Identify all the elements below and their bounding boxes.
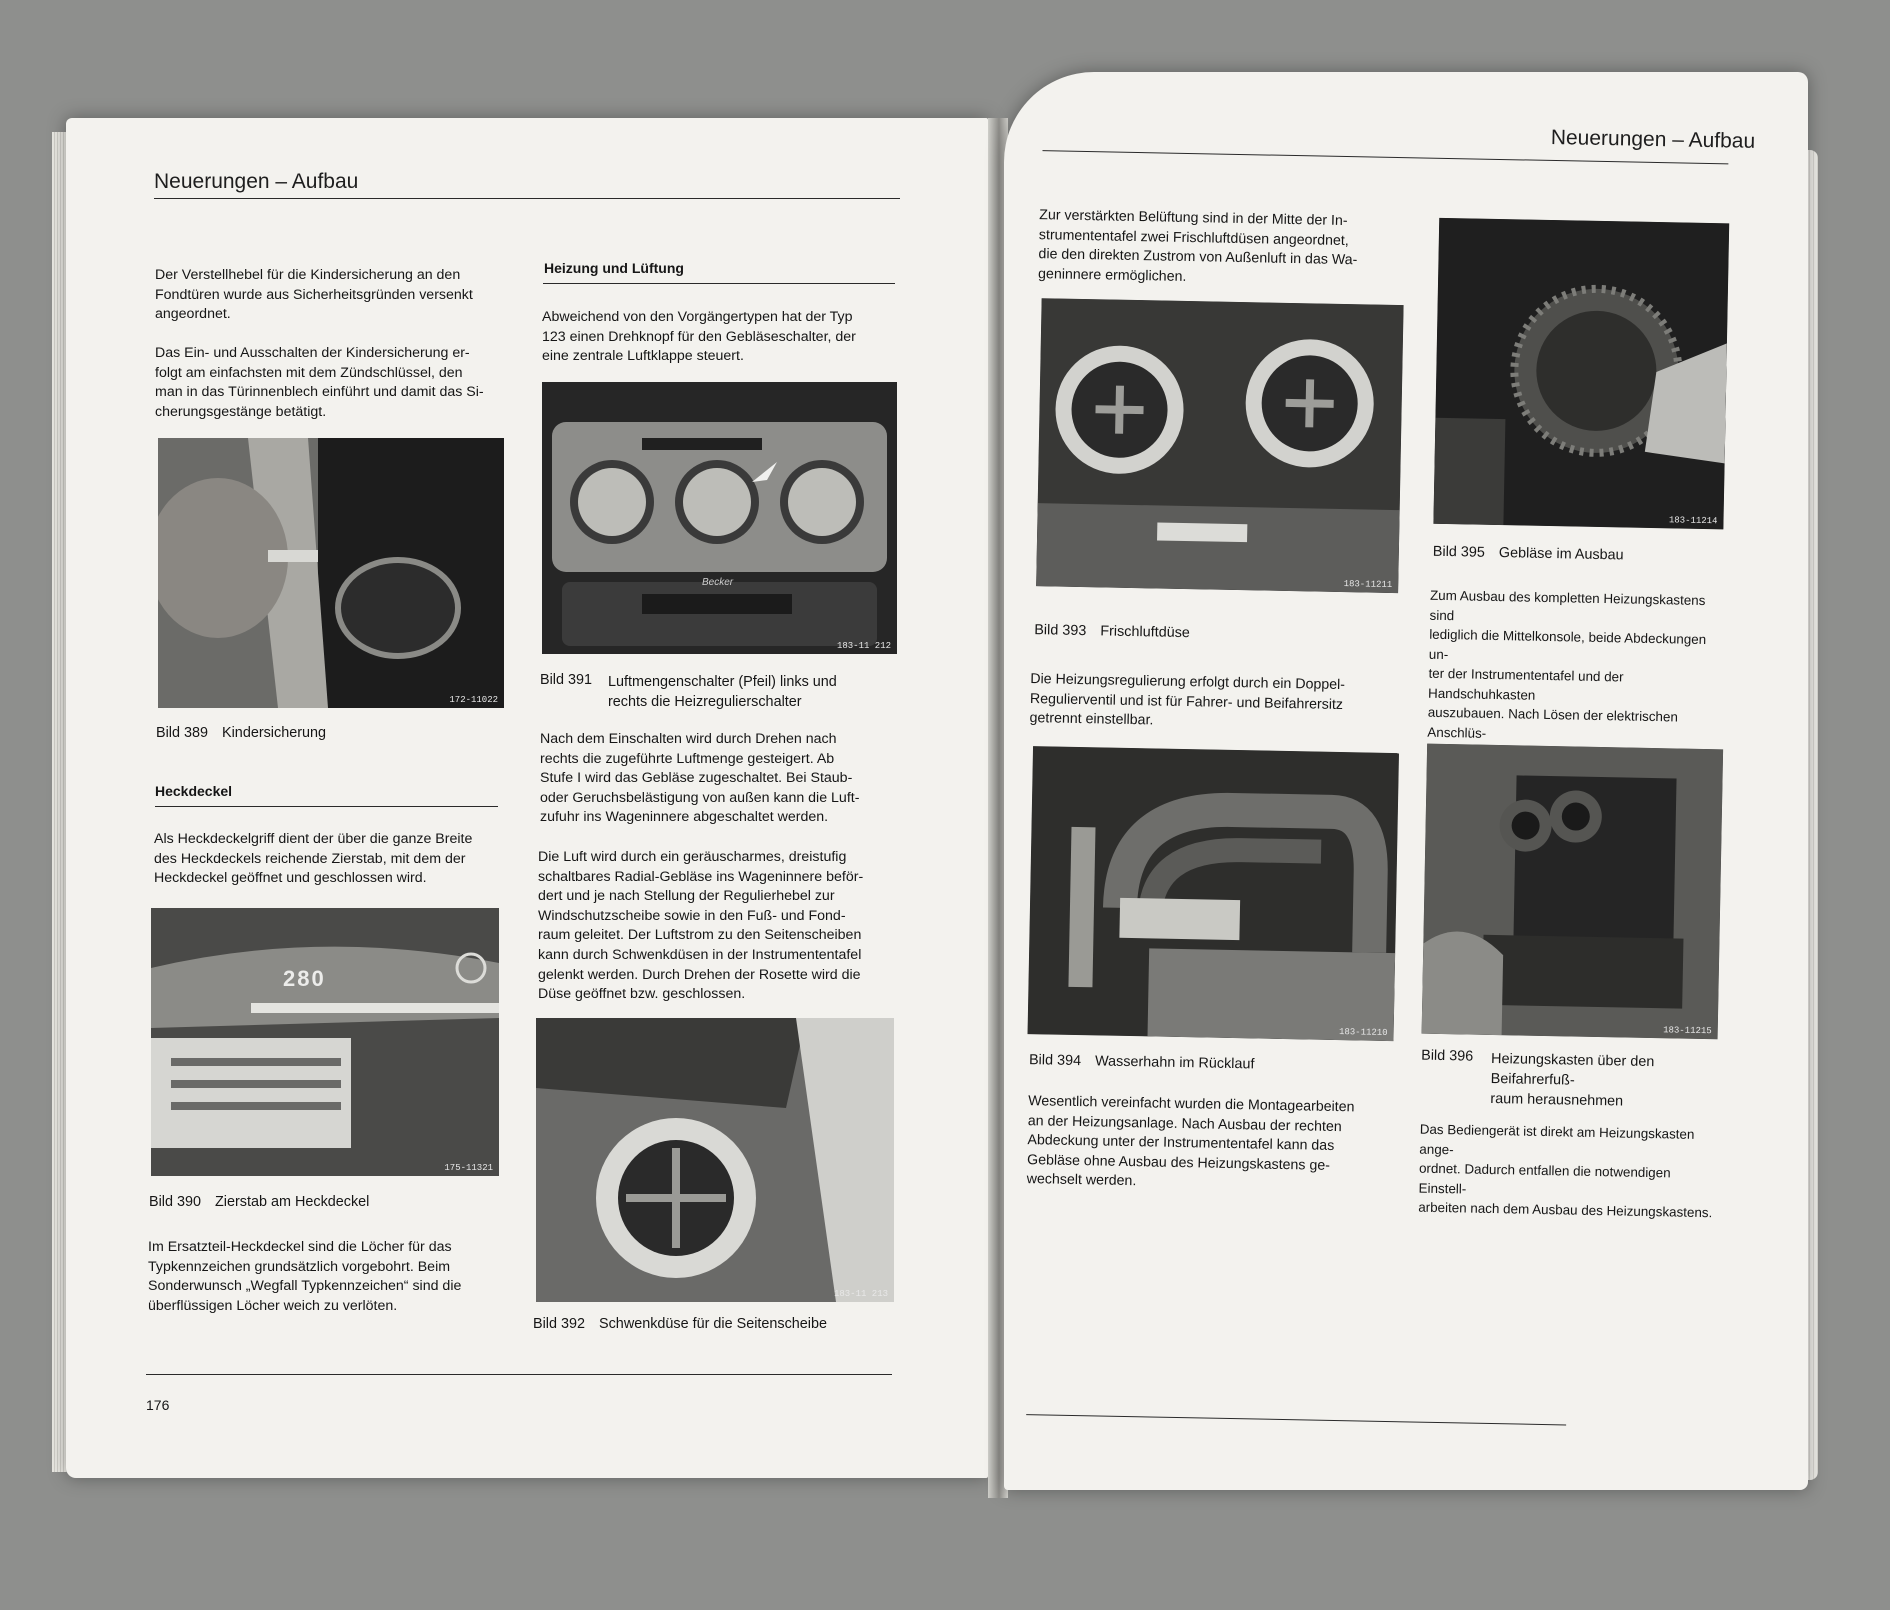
figure-caption: [1029, 1052, 1255, 1072]
figure-number: Bild 396: [1421, 1047, 1474, 1065]
figure-caption: [1421, 1047, 1717, 1110]
figure-title: Gebläse im Ausbau: [1498, 545, 1624, 564]
photo-bild-395: [1433, 218, 1729, 530]
figure-caption: [1433, 544, 1624, 564]
photo-reference: 183-11215: [1663, 1025, 1712, 1037]
paragraph: Die Luft wird durch ein geräuscharmes, dreistufig schaltbares Radial-Gebläse ins Wageninnere beför- dert und je nach Stellung der Regulierhebel zur Windschutzscheibe sowie in den Fuß- und Fond- raum geleitet. Der Luftstrom zu den Seitenscheiben kann durch Schwenkdüsen in der Instrumententafel gelenkt werden. Durch Drehen der Rosette wird die Düse geöffnet bzw. geschlossen.: [538, 849, 864, 1003]
paragraph: Zum Ausbau des kompletten Heizungskastens sind lediglich die Mittelkonsole, beide Abdeckungen un- ter der Instrumententafel und der Handschuhkasten auszubauen. Nach Lösen der elektrischen Anschlüs-: [1427, 587, 1707, 741]
paragraph: Nach dem Einschalten wird durch Drehen nach rechts die zugeführte Luftmenge gesteigert. Ab Stufe I wird das Gebläse zugeschaltet. Bei Staub- oder Geruchsbelästigung von außen kann die Luft- zufuhr ins Wageninnere abgeschaltet werden.: [540, 731, 860, 826]
water-valve-illustration: [1028, 746, 1399, 1041]
photo-reference: 183-11 213: [833, 1289, 888, 1299]
figure-number: Bild 394: [1028, 1052, 1082, 1070]
figure-caption: [1034, 622, 1190, 641]
photo-reference: 183-11210: [1338, 1027, 1388, 1038]
figure-title: Zierstab am Heckdeckel: [215, 1194, 370, 1210]
paragraph: Als Heckdeckelgriff dient der über die ganze Breite des Heckdeckels reichende Zierstab, mit dem der Heckdeckel geöffnet und geschlossen wird.: [154, 831, 473, 887]
photo-reference: 183-11214: [1668, 515, 1718, 527]
figure-number: Bild 395: [1432, 543, 1486, 561]
figure-number: Bild 389: [156, 725, 209, 741]
photo-reference: 172-11022: [449, 695, 498, 705]
paragraph: Zur verstärkten Belüftung sind in der Mitte der In- strumententafel zwei Frischluftdüsen angeordnet, die den direkten Zustrom von Außenluft in das Wa- geninnere ermöglichen.: [1037, 207, 1358, 285]
emblem-280: 280: [283, 966, 326, 991]
figure-title: Schwenkdüse für die Seitenscheibe: [599, 1316, 828, 1332]
paragraph: Der Verstellhebel für die Kindersicherung an den Fondtüren wurde aus Sicherheitsgründen versenkt angeordnet.: [155, 267, 473, 323]
figure-number: Bild 393: [1034, 622, 1087, 640]
right-page-header: Neuerungen – Aufbau: [1550, 125, 1756, 153]
figure-title: Frischluftdüse: [1100, 623, 1191, 642]
fresh-air-vent-illustration: [1036, 298, 1403, 593]
photo-bild-394: [1028, 746, 1399, 1041]
photo-reference: 183-11211: [1343, 579, 1393, 590]
photo-bild-393: [1036, 298, 1403, 593]
radio-brand: Becker: [702, 577, 734, 588]
section-heading-heizung: Heizung und Lüftung: [544, 260, 684, 276]
header-rule: [1042, 150, 1728, 164]
figure-title: Kindersicherung: [222, 725, 327, 741]
paragraph: Im Ersatzteil-Heckdeckel sind die Löcher für das Typkennzeichen grundsätzlich vorgebohrt. Beim Sonderwunsch „Wegfall Typkennzeichen“ sind die überflüssigen Löcher weich zu verlöten.: [148, 1239, 462, 1314]
figure-number: Bild 390: [149, 1194, 202, 1210]
section-heading-heckdeckel: Heckdeckel: [155, 783, 233, 799]
paragraph: Abweichend von den Vorgängertypen hat der Typ 123 einen Drehknopf für den Gebläseschalter, der eine zentrale Luftklappe steuert.: [542, 309, 856, 365]
figure-title: Luftmengenschalter (Pfeil) links und rechts die Heizregulierschalter: [608, 674, 837, 710]
figure-title: Heizungskasten über den Beifahrerfuß- raum herausnehmen: [1490, 1050, 1655, 1110]
photo-reference: 175-11321: [444, 1163, 493, 1173]
paragraph: Das Bediengerät ist direkt am Heizungskasten ange- ordnet. Dadurch entfallen die notwendigen Einstell- arbeiten nach dem Ausbau des Heizungskastens.: [1418, 1121, 1713, 1221]
paragraph: Die Heizungsregulierung erfolgt durch ein Doppel- Regulierventil und ist für Fahrer- und Beifahrersitz getrennt einstellbar.: [1029, 671, 1346, 729]
page-number: 176: [146, 1397, 170, 1413]
blower-illustration: [1433, 218, 1729, 530]
heater-box-illustration: [1422, 744, 1724, 1040]
figure-title: Wasserhahn im Rücklauf: [1094, 1053, 1255, 1073]
left-page-header: Neuerungen – Aufbau: [154, 170, 359, 193]
figure-number: Bild 392: [533, 1316, 586, 1332]
figure-number: Bild 391: [540, 672, 593, 688]
footer-rule: [1026, 1414, 1566, 1425]
photo-reference: 183-11 212: [836, 641, 891, 651]
paragraph: Das Ein- und Ausschalten der Kindersicherung er- folgt am einfachsten mit dem Zündschlüssel, den man in das Türinnenblech einführt und damit das Si- cherungsgestänge betätigt.: [155, 345, 484, 420]
photo-bild-396: [1422, 744, 1724, 1040]
paragraph: Wesentlich vereinfacht wurden die Montagearbeiten an der Heizungsanlage. Nach Ausbau der rechten Abdeckung unter der Instrumententafel kann das Gebläse ohne Ausbau des Heizungskastens ge- wechselt werden.: [1026, 1093, 1355, 1190]
